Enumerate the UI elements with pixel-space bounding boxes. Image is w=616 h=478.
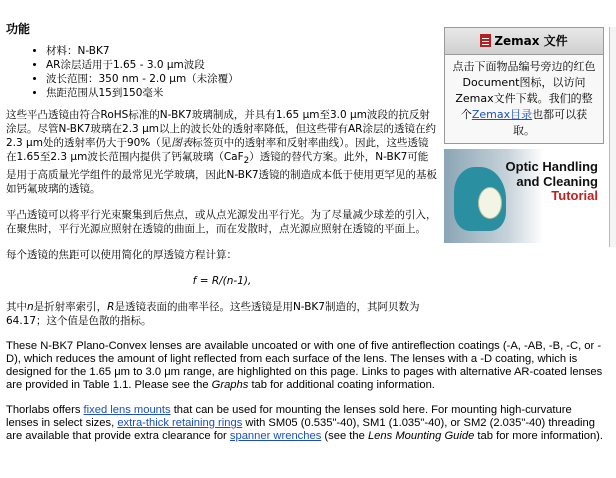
variable-r: R xyxy=(107,301,115,314)
optic-handling-tutorial-banner[interactable] xyxy=(444,149,604,243)
section-title: 功能 xyxy=(6,22,31,36)
variable-n: n xyxy=(27,301,34,314)
text: 是折射率索引， xyxy=(33,301,108,314)
fixed-lens-mounts-link[interactable]: fixed lens mounts xyxy=(83,404,171,417)
text: 这些平凸透镜由符合RoHS标准的N-BK7玻璃制成，并具有1.65 μm至3.0 μm波段的抗反射涂层。尽管N-BK7玻璃在2.3 μm以上的波长处的透射率降低，但这些带有AR涂层的透镜在约2.3 μm处的透射率仍大于90%（见 xyxy=(6,109,436,149)
text: ）透镜的替代方案。此外，N-BK7可能是用于高质量光学组件的最常见光学玻璃，因此N-BK7透镜的制造成本低于使用更罕见的基板如钙氟玻璃的透镜。 xyxy=(6,151,438,196)
sidebar xyxy=(444,27,604,243)
lens-mounting-guide-ref: Lens Mounting Guide xyxy=(367,430,475,443)
zemax-text: 也都可以获取。 xyxy=(513,108,588,137)
text: with SM05 (0.535"-40), SM1 (1.035"-40), or SM2 (2.035"-40) threading are available that provide extra clearance for xyxy=(6,417,595,443)
graphs-ref: 图表 xyxy=(171,137,193,149)
adjacent-panel-edge xyxy=(609,27,616,247)
text: tab for additional coating information. xyxy=(248,379,435,392)
zemax-box xyxy=(444,27,604,144)
tutorial-label: Tutorial xyxy=(551,188,598,203)
lens-image xyxy=(478,187,502,219)
text: (see the xyxy=(321,430,368,443)
tutorial-line-2: and Cleaning xyxy=(516,174,598,189)
graphs-tab-ref: Graphs xyxy=(211,379,249,392)
feature-item: • 焦距范围从15到150毫米 xyxy=(46,86,438,100)
subscript: 2 xyxy=(243,156,250,167)
description-paragraph-4 xyxy=(6,300,438,328)
zemax-box-body xyxy=(445,55,603,143)
description-paragraph-3: 每个透镜的焦距可以使用简化的厚透镜方程计算： xyxy=(6,249,237,262)
tutorial-line-1: Optic Handling xyxy=(505,159,598,174)
focal-length-formula: f = R/(n-1), xyxy=(192,275,252,288)
text: Thorlabs offers xyxy=(6,404,84,417)
feature-item: • 材料：N-BK7 xyxy=(46,44,438,58)
spanner-wrenches-link[interactable]: spanner wrenches xyxy=(229,430,322,443)
text: 是透镜表面的曲率半径。这些透镜是用N-BK7制造的，其阿贝数为64.17；这个值是色散的指标。 xyxy=(6,301,420,328)
text: tab for more information). xyxy=(474,430,604,443)
english-paragraph-1 xyxy=(6,340,606,392)
text: These N-BK7 Plano-Convex lenses are available uncoated or with one of five antireflection coatings (-A, -AB, -B, -C, or -D), which reduces the amount of light reflected from each surface of the lens. The lenses with a -D coating, which is designed for the 1.65 μm to 3.0 μm range, are highlighted on this page. Links to pages with alternative AR-coated lenses are provided in Table 1.1. Please see the xyxy=(6,340,603,392)
text: that can be used for mounting the lenses sold here. For mounting high-curvature lenses in select sizes, xyxy=(6,404,572,430)
feature-item: • AR涂层适用于1.65 - 3.0 μm波段 xyxy=(46,58,438,72)
english-paragraph-2 xyxy=(6,404,606,443)
zemax-header-label: Zemax 文件 xyxy=(494,34,568,48)
tutorial-title xyxy=(506,159,598,189)
description-paragraph-1 xyxy=(6,108,438,196)
zemax-box-header xyxy=(445,28,603,55)
retaining-rings-link[interactable]: extra-thick retaining rings xyxy=(117,417,243,430)
text: 其中 xyxy=(6,301,27,314)
feature-item: • 波长范围：350 nm - 2.0 μm（未涂覆） xyxy=(46,72,438,86)
text: 标签页中的透射率和反射率曲线）。因此，这些透镜在1.65至2.3 μm波长范围内提供了钙氟玻璃（CaF xyxy=(6,137,429,163)
feature-list xyxy=(6,44,438,100)
zemax-catalog-link[interactable]: Zemax目录 xyxy=(471,108,533,121)
document-icon xyxy=(480,34,491,47)
zemax-text: 点击下面物品编号旁边的红色Document图标，以访问Zemax文件下载。我们的整个 xyxy=(452,60,596,121)
description-paragraph-2: 平凸透镜可以将平行光束聚集到后焦点，或从点光源发出平行光。为了尽量减少球差的引入，在聚焦时，平行光源应照射在透镜的曲面上，而在发散时，点光源应照射在透镜的平面上。 xyxy=(6,209,437,236)
